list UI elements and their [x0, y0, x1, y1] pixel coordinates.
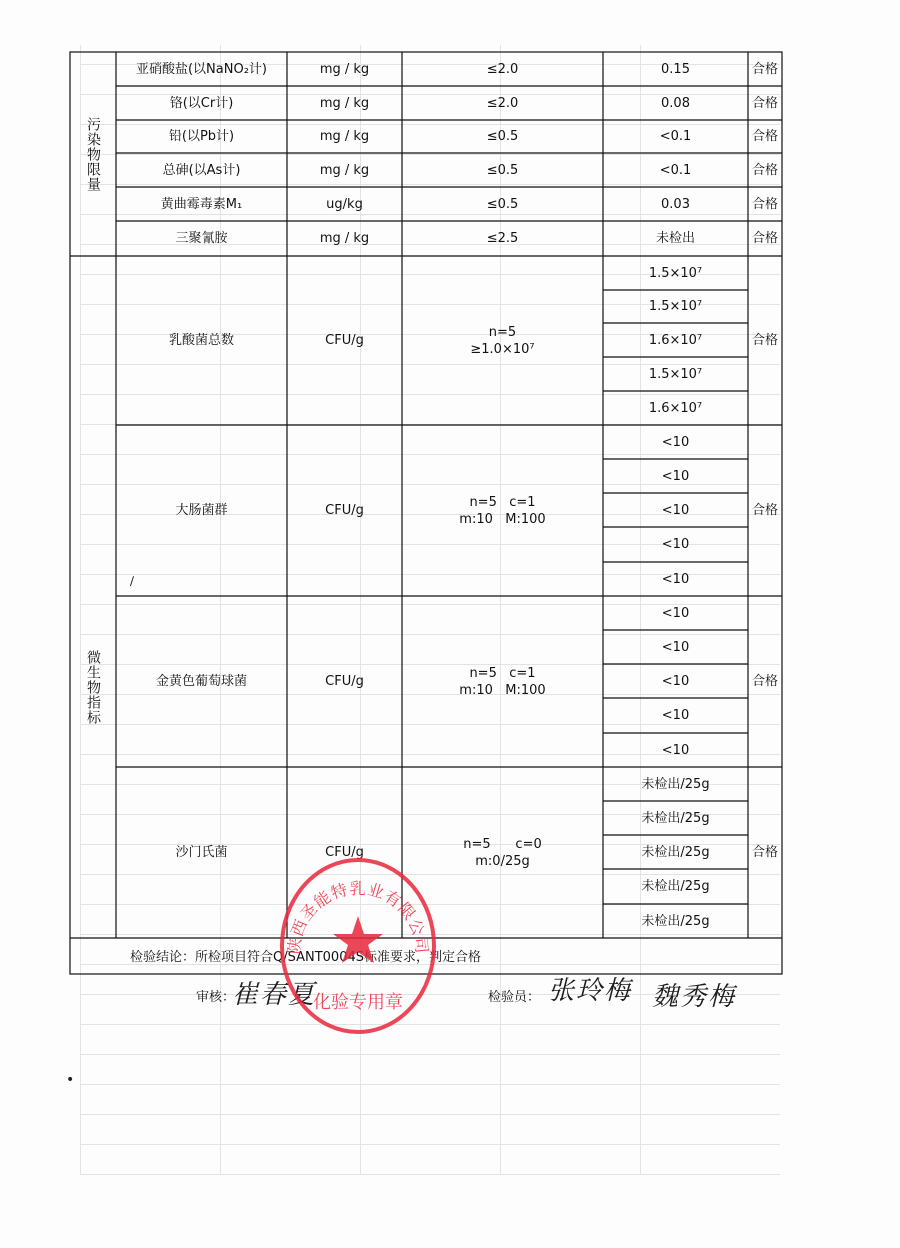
seal-star — [333, 916, 383, 963]
limit-line: n=5 c=1 — [469, 494, 536, 510]
item-verdict: 合格 — [751, 162, 778, 178]
limit-line: n=5 c=1 — [469, 665, 536, 681]
item-name: 乳酸菌总数 — [168, 333, 234, 348]
reviewer-label: 审核： — [196, 990, 236, 1005]
item-verdict: 合格 — [751, 503, 778, 518]
item-limit: ≤0.5 — [486, 129, 519, 144]
limit-line: m:10 M:100 — [459, 682, 546, 698]
item-unit: ug/kg — [326, 196, 363, 212]
item-name: 黄曲霉毒素M₁ — [160, 196, 243, 212]
item-verdict: 合格 — [751, 674, 778, 689]
item-unit: CFU/g — [325, 503, 364, 518]
stray-mark: • — [66, 1072, 75, 1088]
sample-result: <10 — [661, 742, 690, 758]
item-limit: ≤2.0 — [486, 95, 519, 111]
sample-result: <10 — [661, 502, 690, 518]
limit-line: n=5 c=0 — [463, 836, 542, 852]
item-verdict: 合格 — [751, 845, 778, 860]
inspector-signature: 张玲梅 — [548, 976, 633, 1006]
item-result: <0.1 — [659, 162, 692, 178]
item-limit: ≤0.5 — [486, 162, 519, 178]
limit-line: ≥1.0×10⁷ — [470, 341, 535, 357]
limit-line: n=5 — [488, 324, 517, 340]
item-name: 大肠菌群 — [175, 503, 228, 518]
sample-result: <10 — [661, 434, 690, 450]
inspector-signature: 魏秀梅 — [652, 982, 737, 1012]
item-limit: ≤2.5 — [486, 231, 519, 246]
seal-ring-text: 陕西圣能特乳业有限公司 — [284, 879, 432, 956]
item-unit: mg / kg — [319, 95, 370, 111]
item-limit — [402, 596, 603, 767]
sample-result: <10 — [661, 571, 690, 587]
item-name: 总砷(以As计) — [162, 162, 241, 178]
item-unit: mg / kg — [319, 129, 370, 144]
category-microbes-label: 微生物指标 — [85, 649, 101, 725]
item-limit — [402, 425, 603, 596]
category-microbes — [70, 256, 116, 938]
item-result: 未检出 — [655, 231, 695, 246]
item-name: 金黄色葡萄球菌 — [155, 674, 247, 689]
sample-result: <10 — [661, 708, 690, 723]
sample-result: 1.6×10⁷ — [648, 332, 703, 348]
item-unit: CFU/g — [325, 333, 364, 348]
item-unit: mg / kg — [319, 61, 370, 77]
sample-result: 1.5×10⁷ — [648, 366, 703, 382]
item-name: 沙门氏菌 — [175, 845, 228, 860]
item-limit: ≤2.0 — [486, 61, 519, 77]
item-unit: mg / kg — [319, 231, 370, 246]
inspector-label: 检验员： — [488, 990, 541, 1005]
item-verdict: 合格 — [751, 95, 778, 111]
seal-center-text: 化验专用章 — [313, 992, 403, 1013]
official-seal — [278, 848, 438, 1036]
item-name: 三聚氰胺 — [175, 231, 228, 246]
sample-result: 未检出/25g — [641, 844, 710, 860]
stray-mark: \ — [126, 574, 138, 588]
item-limit: ≤0.5 — [486, 196, 519, 212]
sample-result: 1.5×10⁷ — [648, 299, 703, 314]
item-result: 0.08 — [661, 95, 690, 111]
item-limit — [402, 256, 603, 425]
item-name: 铬(以Cr计) — [169, 95, 234, 111]
reviewer-signature: 崔春夏 — [232, 980, 317, 1010]
item-result: <0.1 — [659, 129, 692, 144]
sample-result: 未检出/25g — [641, 913, 710, 929]
sample-result: 未检出/25g — [641, 810, 710, 826]
item-verdict: 合格 — [751, 333, 778, 348]
sample-result: <10 — [661, 537, 690, 552]
item-verdict: 合格 — [751, 231, 778, 246]
sample-result: <10 — [661, 639, 690, 655]
item-unit: CFU/g — [325, 845, 364, 860]
item-unit: CFU/g — [325, 674, 364, 689]
sample-result: 未检出/25g — [641, 776, 710, 792]
limit-line: m:0/25g — [475, 853, 530, 869]
item-result: 0.03 — [661, 196, 690, 212]
item-verdict: 合格 — [751, 61, 778, 77]
sample-result: <10 — [661, 605, 690, 621]
sample-result: 未检出/25g — [641, 879, 710, 894]
item-result: 0.15 — [661, 61, 690, 77]
category-contaminants-label: 污染物限量 — [85, 116, 101, 192]
item-name: 亚硝酸盐(以NaNO₂计) — [135, 61, 267, 77]
sample-result: 1.6×10⁷ — [648, 400, 703, 416]
sample-result: <10 — [661, 673, 690, 689]
item-verdict: 合格 — [751, 129, 778, 144]
category-contaminants — [70, 52, 116, 256]
item-unit: mg / kg — [319, 162, 370, 178]
inspection-conclusion: 检验结论：所检项目符合Q/SANT0004S标准要求，判定合格 — [130, 950, 482, 965]
item-verdict: 合格 — [751, 196, 778, 212]
item-name: 铅(以Pb计) — [168, 129, 235, 144]
sample-result: <10 — [661, 468, 690, 484]
sample-result: 1.5×10⁷ — [648, 265, 703, 281]
limit-line: m:10 M:100 — [459, 511, 546, 527]
